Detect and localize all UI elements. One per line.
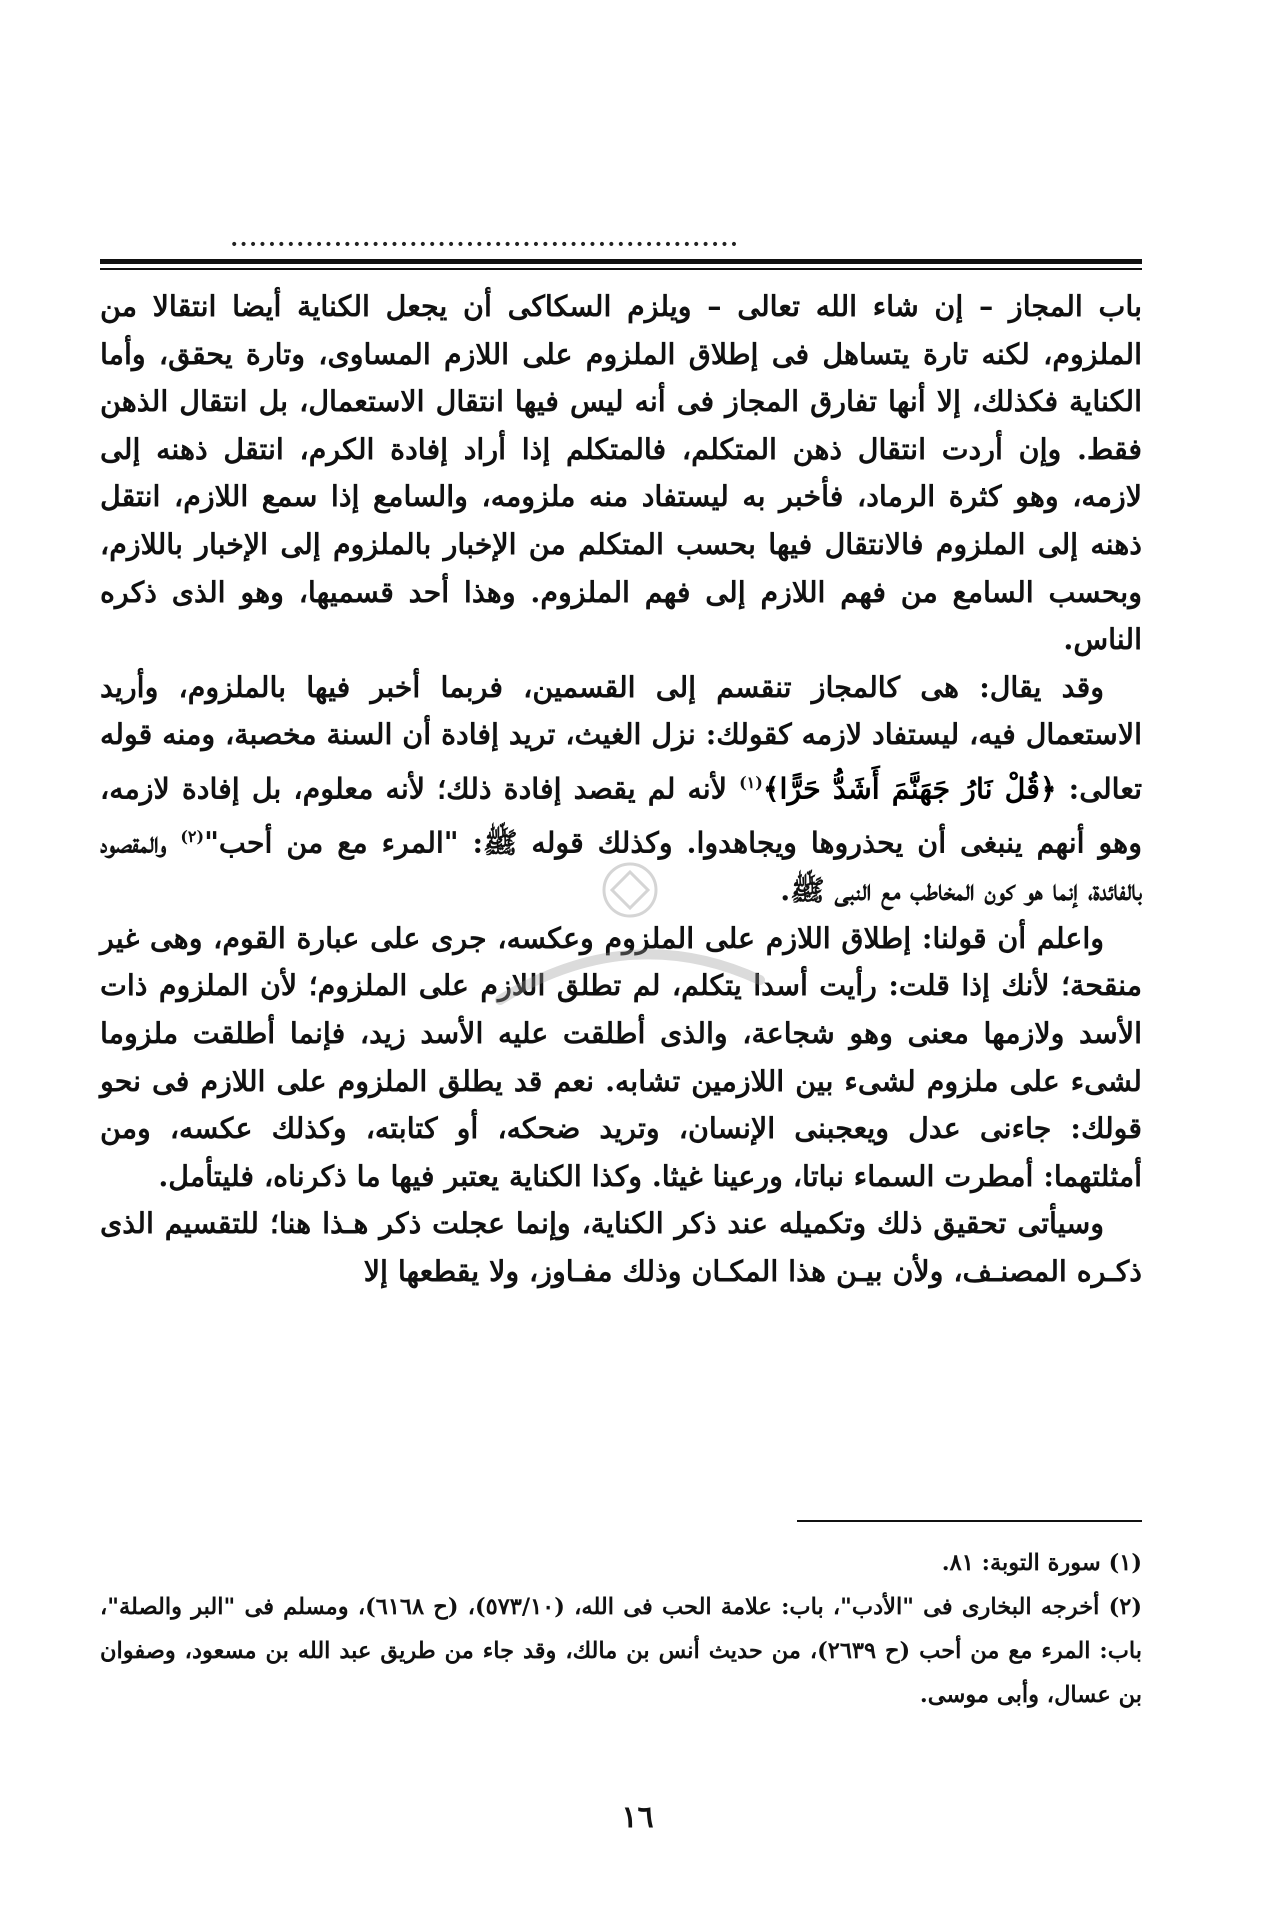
- paragraph-4: وسيأتى تحقيق ذلك وتكميله عند ذكر الكناية، وإنما عجلت ذكر هـذا هنا؛ للتقسيم الذى ذكـره المصنـف، ولأن بيـن هذا المكـان وذلك مفـاوز، ولا يقطعها إلا: [100, 1206, 1142, 1288]
- quran-verse: ﴿قُلْ نَارُ جَهَنَّمَ أَشَدُّ حَرًّا﴾: [762, 771, 1057, 806]
- footnote-ref-2[interactable]: (٢): [180, 827, 205, 847]
- footnote-ref-1[interactable]: (١): [739, 772, 763, 792]
- footnote-2: (٢) أخرجه البخارى فى "الأدب"، باب: علامة الحب فى الله، (٥٧٣/١٠)، (ح ٦١٦٨)، ومسلم فى "البر والصلة"، باب: المرء مع من أحب (ح ٢٦٣٩)، من حديث أنس بن مالك، وقد جاء من طريق عبد الله بن مسعود، وصفوان بن عسال، وأبى موسى.: [100, 1594, 1142, 1708]
- paragraph-2-part-a: وقد يقال: هى كالمجاز تنقسم إلى القسمين، فربما أخبر فيها بالملزوم، وأريد الاستعمال فيه، ليستفاد لازمه كقولك: نزل الغيث، تريد إفادة أن السنة مخصبة، ومنه قوله تعالى:: [100, 669, 1143, 806]
- main-text: [100, 283, 1142, 1295]
- header-rule: [100, 237, 1142, 270]
- page-number: ١٦: [621, 1800, 654, 1835]
- paragraph-1: باب المجاز – إن شاء الله تعالى – ويلزم السكاكى أن يجعل الكناية أيضا انتقالا من الملزوم، لكنه تارة يتساهل فى إطلاق الملزوم على اللازم المساوى، وتارة يحقق، وأما الكناية فكذلك، إلا أنها تفارق المجاز فى أنه ليس فيها انتقال الاستعمال، بل انتقال الذهن فقط. وإن أردت انتقال ذهن المتكلم، فالمتكلم إذا أراد إفادة الكرم، انتقل ذهنه إلى لازمه، وهو كثرة الرماد، فأخبر به ليستفاد منه ملزومه، والسامع إذا سمع اللازم، انتقل ذهنه إلى الملزوم فالانتقال فيها بحسب المتكلم من الإخبار بالملزوم إلى الإخبار باللازم، وبحسب السامع من فهم اللازم إلى فهم الملزوم. وهذا أحد قسميها، وهو الذى ذكره الناس.: [100, 289, 1142, 657]
- paragraph-2-part-c: والمقصود بالفائدة، إنما هو كون المخاطب مع النبى ﷺ.: [100, 825, 1142, 908]
- paragraph-2: [100, 664, 1142, 915]
- header-dots: ••••••••••••••••••••••••••••••••••••••••••••••••••••••: [230, 237, 740, 253]
- footnotes: [100, 1541, 1142, 1717]
- paragraph-2-part-b: لأنه لم يقصد إفادة ذلك؛ لأنه معلوم، بل إفادة لازمه، وهو أنهم ينبغى أن يحذروها ويجاهدوا. وكذلك قوله ﷺ: "المرء مع من أحب": [100, 771, 1142, 860]
- footnote-separator: [797, 1520, 1142, 1522]
- footnote-1: (١) سورة التوبة: ٨١.: [941, 1550, 1142, 1576]
- paragraph-3: واعلم أن قولنا: إطلاق اللازم على الملزوم وعكسه، جرى على عبارة القوم، وهى غير منقحة؛ لأنك إذا قلت: رأيت أسدا يتكلم، لم تطلق اللازم على الملزوم؛ لأن الملزوم ذات الأسد ولازمها معنى وهو شجاعة، والذى أطلقت عليه الأسد زيد، فإنما أطلقت ملزوما لشىء على ملزوم لشىء بين اللازمين تشابه. نعم قد يطلق الملزوم على اللازم فى نحو قولك: جاءنى عدل ويعجبنى الإنسان، وتريد ضحكه، أو كتابته، وكذلك عكسه، ومن أمثلتهما: أمطرت السماء نباتا، ورعينا غيثا. وكذا الكناية يعتبر فيها ما ذكرناه، فليتأمل.: [100, 920, 1142, 1193]
- header-rule-thin: [100, 268, 1142, 270]
